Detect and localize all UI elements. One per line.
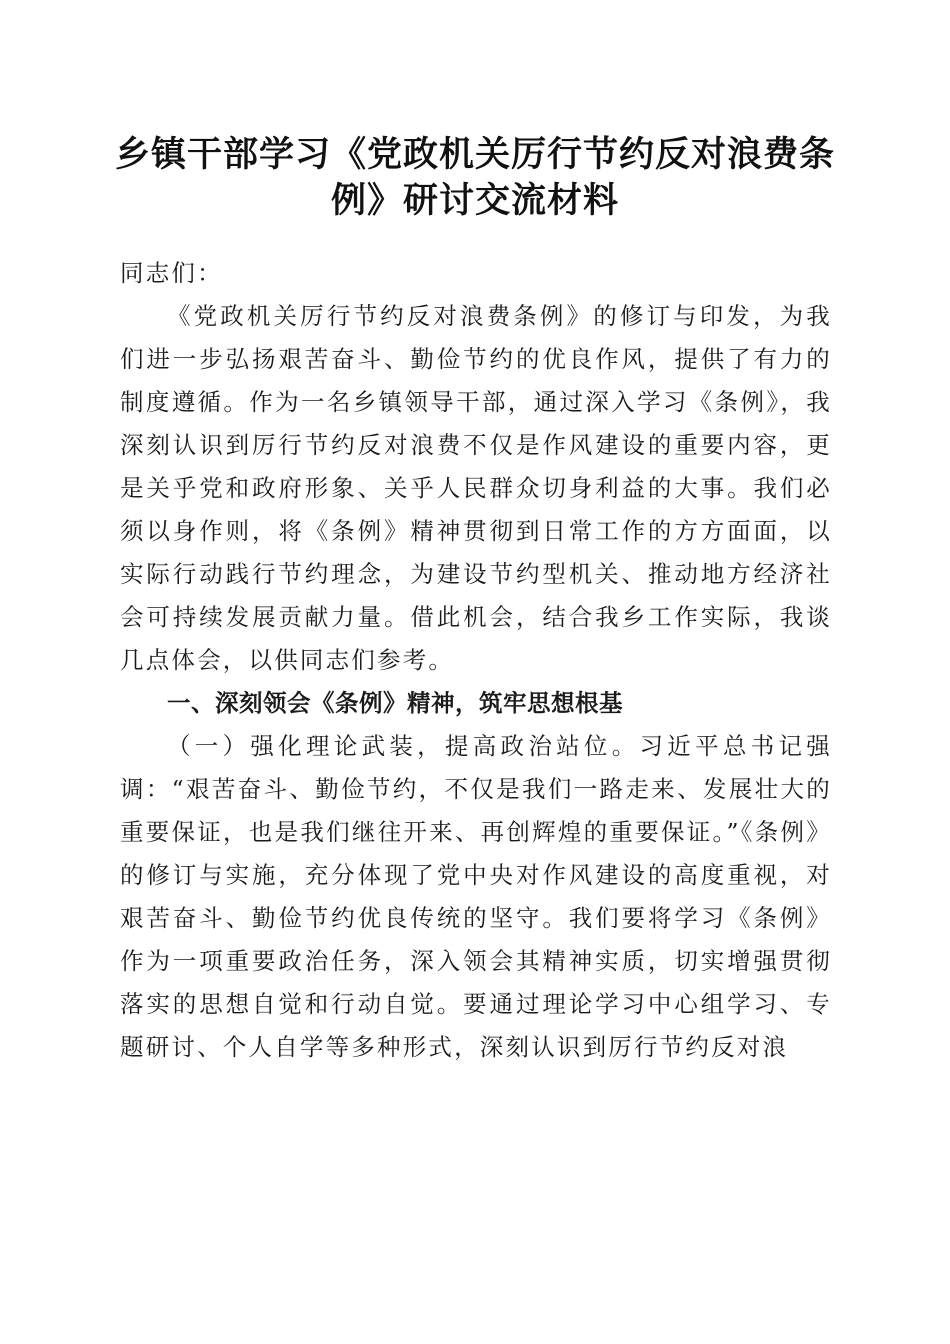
- salutation: 同志们：: [120, 259, 223, 287]
- section-heading: 一、深刻领会《条例》精神，筑牢思想根基: [167, 689, 623, 717]
- intro-paragraph: 《党政机关厉行节约反对浪费条例》的修订与印发，为我们进一步弘扬艰苦奋斗、勤俭节约的优良作风，提供了有力的制度遵循。作为一名乡镇领导干部，通过深入学习《条例》，我深刻认识到厉行节约反对浪费不仅是作风建设的重要内容，更是关乎党和政府形象、关乎人民群众切身利益的大事。我们必须以身作则，将《条例》精神贯彻到日常工作的方方面面，以实际行动践行节约理念，为建设节约型机关、推动地方经济社会可持续发展贡献力量。借此机会，结合我乡工作实际，我谈几点体会，以供同志们参考。: [120, 302, 832, 674]
- document-body: [120, 252, 832, 1069]
- document-title: 乡镇干部学习《党政机关厉行节约反对浪费条例》研讨交流材料: [114, 134, 835, 221]
- section-paragraph: （一）强化理论武装，提高政治站位。习近平总书记强调：“艰苦奋斗、勤俭节约，不仅是我们一路走来、发展壮大的重要保证，也是我们继往开来、再创辉煌的重要保证。”《条例》的修订与实施，充分体现了党中央对作风建设的高度重视，对艰苦奋斗、勤俭节约优良传统的坚守。我们要将学习《条例》作为一项重要政治任务，深入领会其精神实质，切实增强贯彻落实的思想自觉和行动自觉。要通过理论学习中心组学习、专题研讨、个人自学等多种形式，深刻认识到厉行节约反对浪: [120, 732, 832, 1061]
